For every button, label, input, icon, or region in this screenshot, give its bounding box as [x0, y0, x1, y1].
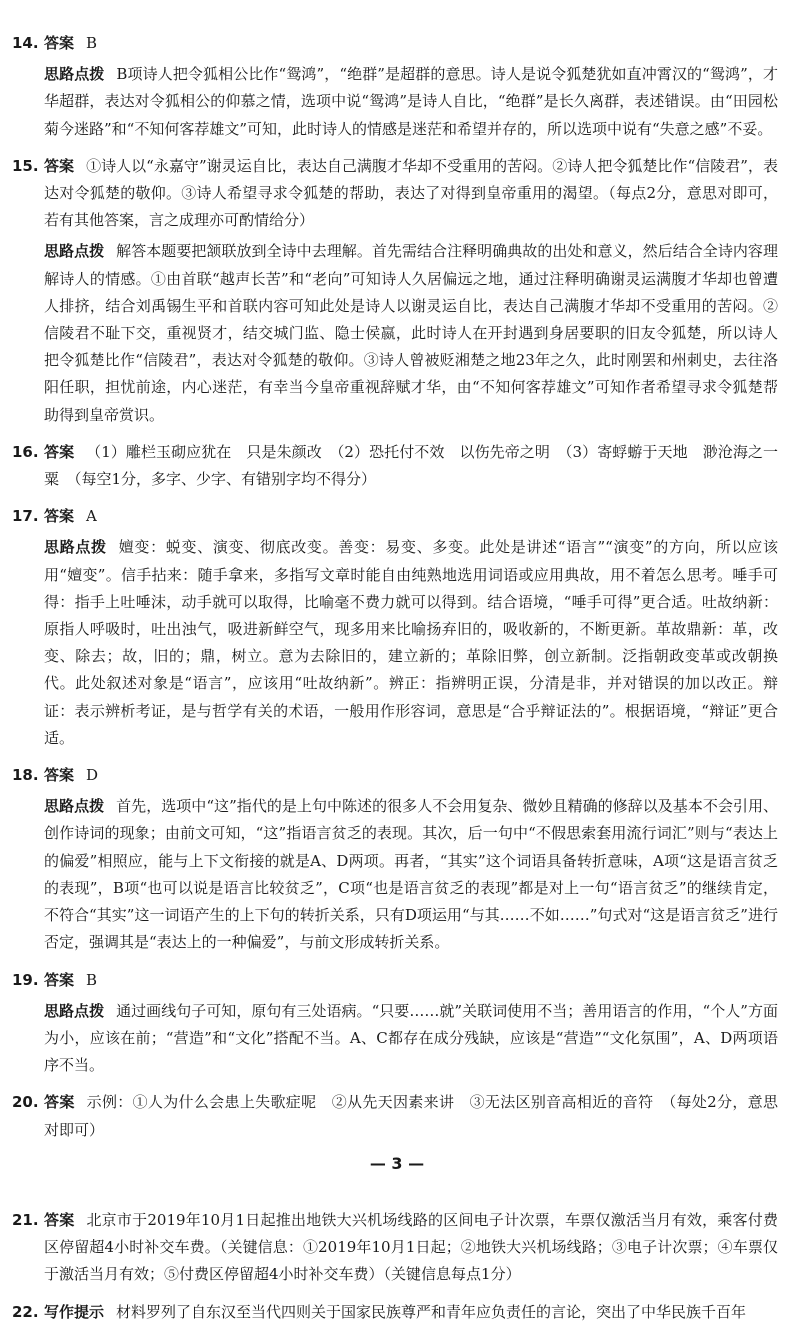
page-number: — 3 — [369, 1154, 425, 1173]
answer-text: （1）雕栏玉砌应犹在 只是朱颜改 （2）恐托付不效 以伤先帝之明 （3）寄蜉蝣于天地 渺沧海之一粟 （每空1分，多字、少字、有错别字均不得分） [44, 442, 778, 489]
answer-line [44, 967, 778, 994]
hint-tag: 思路点拨 [44, 1001, 105, 1020]
question-number: 19. [12, 970, 39, 989]
question-number: 14. [12, 34, 39, 52]
answer-tag: 答案 [44, 442, 75, 461]
answer-line [44, 1299, 778, 1326]
answer-sheet-page-3 [0, 30, 794, 1154]
answer-line [44, 1207, 778, 1289]
hint-text: 解答本题要把颔联放到全诗中去理解。首先需结合注释明确典故的出处和意义，然后结合全诗内容理解诗人的情感。①由首联“越声长苦”和“老向”可知诗人久居偏远之地，通过注释明确谢灵运满腹才华却也曾遭人排挤，结合刘禹锡生平和首联内容可知此处是诗人以谢灵运自比，表达自己满腹才华却不受重用的苦闷。②信陵君不耻下交，重视贤才，结交城门监、隐士侯嬴，此时诗人在开封遇到身居要职的旧友令狐楚，所以诗人把令狐楚比作“信陵君”，表达对令狐楚的敬仰。③诗人曾被贬湘楚之地23年之久，此时刚罢和州刺史，去往洛阳任职，担忧前途，内心迷茫，有幸当今皇帝重视辞赋才华，由“不知何客荐雄文”可知作者希望寻求令狐楚帮助得到皇帝赏识。 [44, 242, 778, 424]
hint-text: 首先，选项中“这”指代的是上句中陈述的很多人不会用复杂、微妙且精确的修辞以及基本不会引用、创作诗词的现象；由前文可知，“这”指语言贫乏的表现。其次，后一句中“不假思索套用流行词汇”则与“表达上的偏爱”相照应，能与上下文衔接的就是A、D两项。再者，“其实”这个词语具备转折意味，A项“这是语言贫乏的表现”，B项“也可以说是语言比较贫乏”，C项“也是语言贫乏的表现”都是对上一句“语言贫乏”的继续肯定，不符合“其实”这一词语产生的上下句的转折关系，只有D项运用“与其……不如……”句式对“这是语言贫乏”进行否定，强调其是“表达上的一种偏爱”，与前文形成转折关系。 [44, 797, 778, 952]
hint-text: 通过画线句子可知，原句有三处语病。“只要……就”关联词使用不当；善用语言的作用，“个人”方面为小，应该在前；“营造”和“文化”搭配不当。A、C都存在成分残缺，应该是“营造”“文化氛围”，A、D两项语序不当。 [44, 1001, 778, 1075]
answer-text: D [86, 766, 99, 785]
question-number: 17. [12, 507, 39, 526]
answer-text: ①诗人以“永嘉守”谢灵运自比，表达自己满腹才华却不受重用的苦闷。②诗人把令狐楚比作“信陵君”，表达对令狐楚的敬仰。③诗人希望寻求令狐楚的帮助，表达了对得到皇帝重用的渴望。（每点2分，意思对即可，若有其他答案，言之成理亦可酌情给分） [44, 156, 778, 230]
writing-tip-tag: 写作提示 [44, 1302, 105, 1321]
question-number: 20. [12, 1093, 39, 1112]
hint-tag: 思路点拨 [44, 797, 105, 816]
hint-paragraph [44, 998, 778, 1080]
answer-text: 示例：①人为什么会患上失歌症呢 ②从先天因素来讲 ③无法区别音高相近的音符 （每处2分，意思对即可） [44, 1093, 778, 1139]
answer-sheet-page-4 [0, 1207, 794, 1330]
hint-tag: 思路点拨 [44, 65, 105, 84]
answer-line [44, 762, 778, 789]
writing-tip-text: 材料罗列了自东汉至当代四则关于国家民族尊严和青年应负责任的言论，突出了中华民族千百年 [116, 1302, 747, 1321]
hint-tag: 思路点拨 [44, 538, 107, 557]
answer-text: B [86, 34, 98, 52]
answer-tag: 答案 [44, 507, 75, 526]
question-19 [0, 967, 794, 1080]
hint-text: 嬗变：蜕变、演变、彻底改变。善变：易变、多变。此处是讲述“语言”“演变”的方向，所以应该用“嬗变”。信手拈来：随手拿来，多指写文章时能自由纯熟地选用词语或应用典故，用不着怎么思考。唾手可得：指手上吐唾沫，动手就可以取得，比喻毫不费力就可以得到。结合语境，“唾手可得”更合适。吐故纳新：原指人呼吸时，吐出浊气，吸进新鲜空气，现多用来比喻扬弃旧的，吸收新的，不断更新。革故鼎新：革，改变、除去；故，旧的；鼎，树立。意为去除旧的，建立新的；革除旧弊，创立新制。泛指朝政变革或改朝换代。此处叙述对象是“语言”，应该用“吐故纳新”。辨正：指辨明正误，分清是非，并对错误的加以改正。辩证：表示辨析考证，是与哲学有关的术语，一般用作形容词，意思是“合乎辩证法的”。根据语境，“辩证”更合适。 [44, 538, 778, 747]
hint-paragraph [44, 534, 778, 752]
answer-tag: 答案 [44, 156, 75, 175]
answer-text: 北京市于2019年10月1日起推出地铁大兴机场线路的区间电子计次票，车票仅激活当月有效，乘客付费区停留超4小时补交车费。（关键信息：①2019年10月1日起；②地铁大兴机场线路；③电子计次票；④车票仅于激活当月有效；⑤付费区停留超4小时补交车费）（关键信息每点1分） [44, 1211, 778, 1284]
question-number: 22. [12, 1302, 39, 1321]
question-21 [0, 1207, 794, 1289]
question-15 [0, 153, 794, 429]
question-number: 15. [12, 156, 39, 175]
question-20 [0, 1089, 794, 1143]
answer-tag: 答案 [44, 970, 75, 989]
question-number: 16. [12, 442, 39, 461]
answer-line [44, 503, 778, 530]
answer-tag: 答案 [44, 1211, 75, 1229]
question-14 [0, 30, 794, 143]
question-16 [0, 439, 794, 493]
answer-line [44, 30, 778, 57]
hint-tag: 思路点拨 [44, 242, 105, 261]
answer-text: B [86, 970, 98, 989]
answer-text: A [86, 507, 97, 526]
answer-line [44, 1089, 778, 1143]
answer-line [44, 153, 778, 235]
question-number: 21. [12, 1211, 39, 1229]
hint-paragraph [44, 61, 778, 143]
answer-line [44, 439, 778, 493]
question-18 [0, 762, 794, 956]
answer-tag: 答案 [44, 766, 75, 785]
hint-paragraph [44, 793, 778, 956]
hint-text: B项诗人把令狐相公比作“鸳鸿”，“绝群”是超群的意思。诗人是说令狐楚犹如直冲霄汉的“鸳鸿”，才华超群，表达对令狐相公的仰慕之情，选项中说“鸳鸿”是诗人自比，“绝群”是长久离群，表述错误。由“田园松菊今迷路”和“不知何客荐雄文”可知，此时诗人的情感是迷茫和希望并存的，所以选项中说有“失意之感”不妥。 [44, 65, 778, 138]
answer-tag: 答案 [44, 1093, 75, 1112]
hint-paragraph [44, 238, 778, 428]
question-22 [0, 1299, 794, 1326]
answer-tag: 答案 [44, 34, 75, 52]
question-number: 18. [12, 766, 39, 785]
question-17 [0, 503, 794, 752]
page-divider [0, 1190, 794, 1192]
